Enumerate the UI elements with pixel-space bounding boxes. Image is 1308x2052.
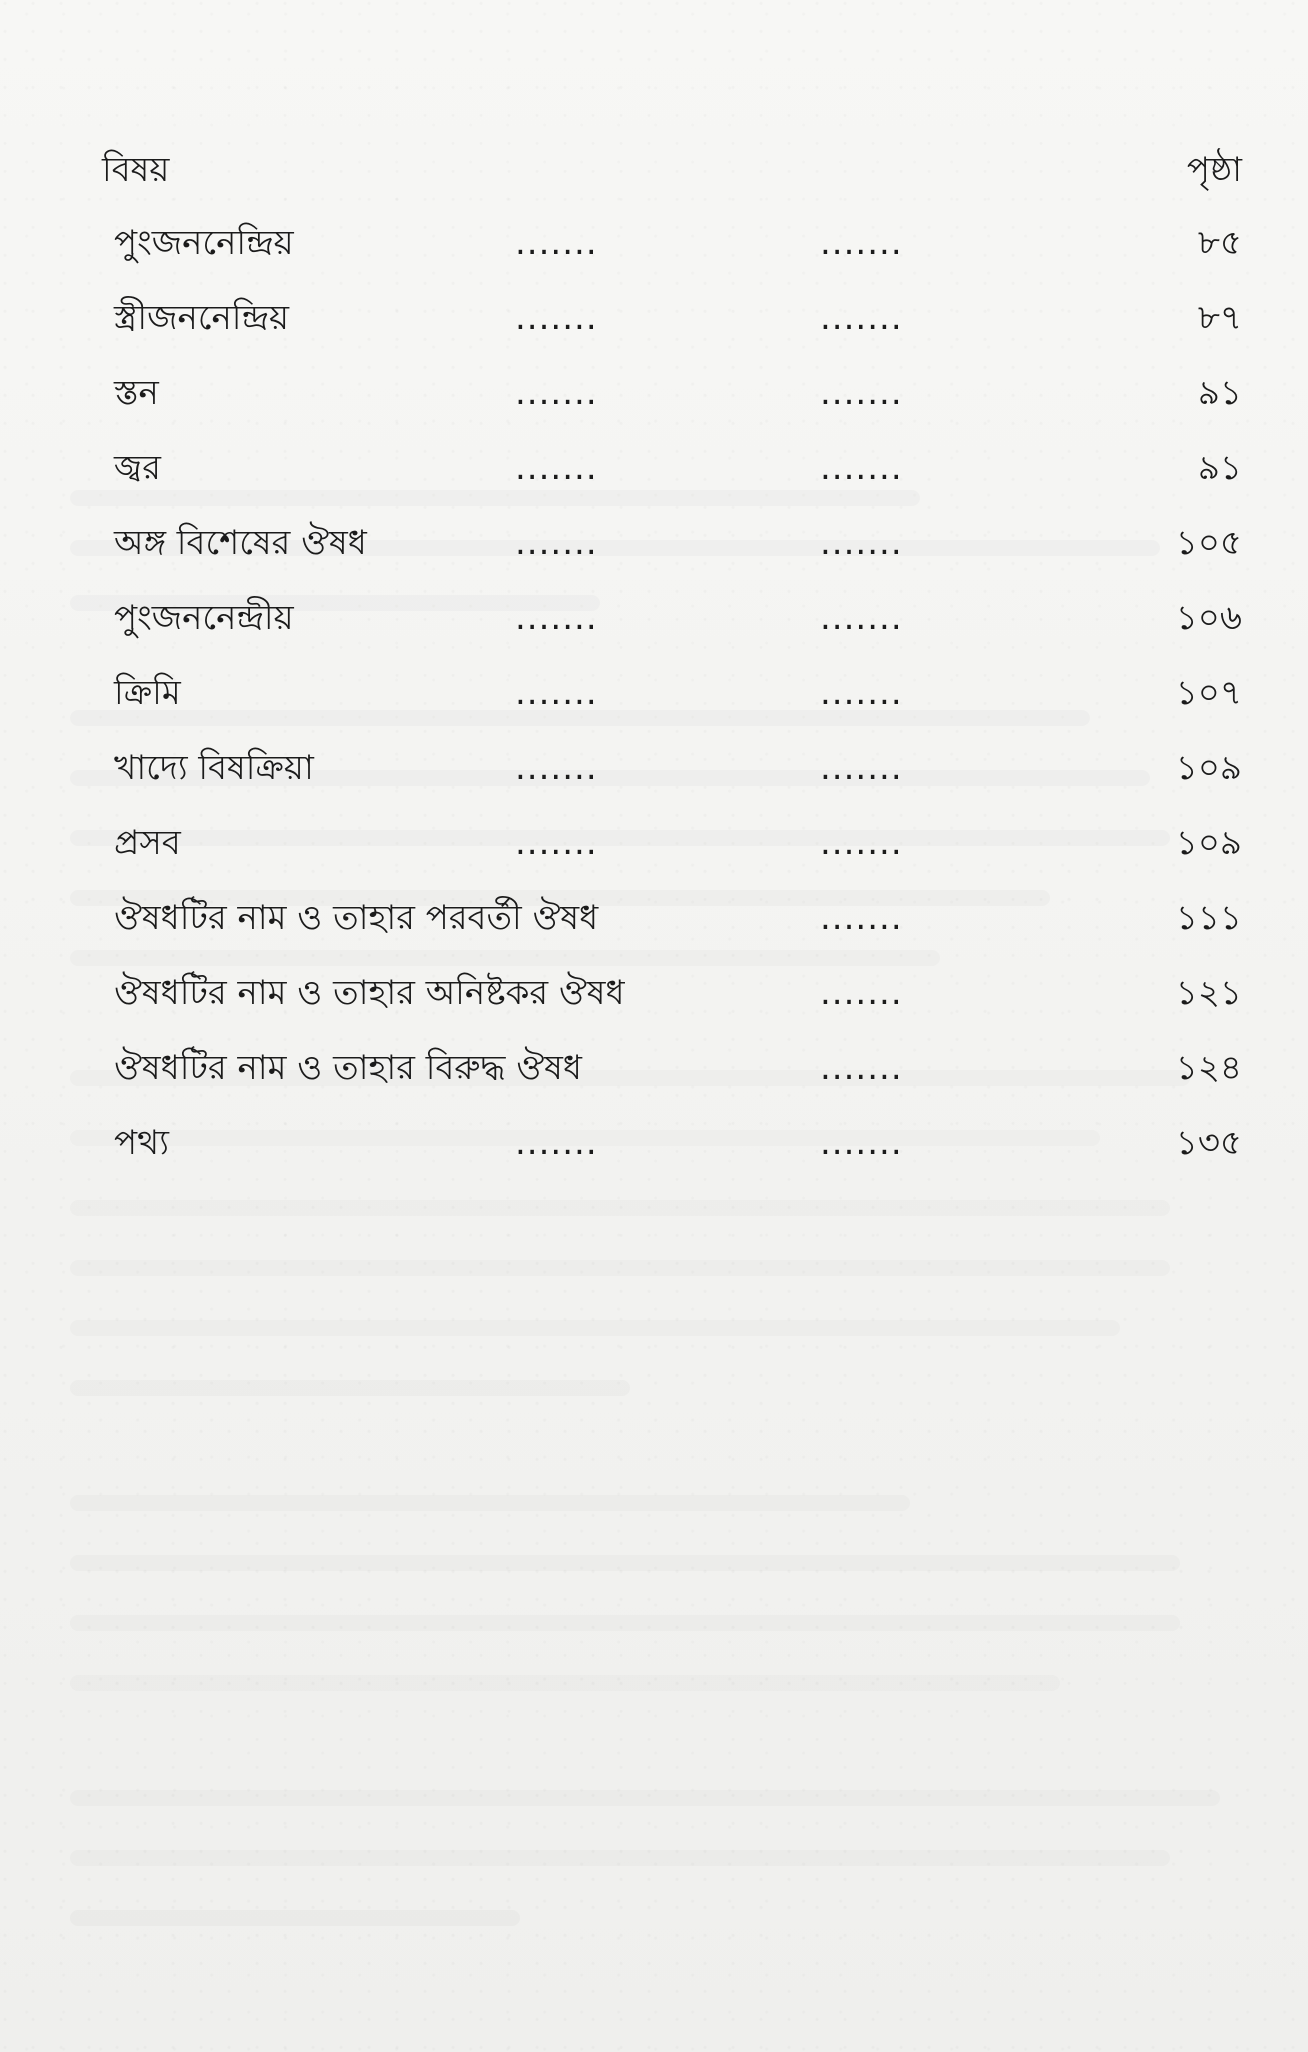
toc-row (102, 206, 1242, 281)
toc-entry-title: খাদ্যে বিষক্রিয়া (114, 748, 314, 788)
show-through-line (70, 1910, 520, 1926)
toc-leader-dots: ....... (515, 448, 598, 488)
show-through-line (70, 1495, 910, 1511)
show-through-line (70, 1850, 1170, 1866)
toc-leader-dots: ....... (820, 598, 903, 638)
toc-row (102, 656, 1242, 731)
show-through-line (70, 1675, 1060, 1691)
toc-page-number: ১১১ (1175, 898, 1242, 938)
toc-row (102, 581, 1242, 656)
toc-leader-dots: ....... (515, 523, 598, 563)
toc-entry-title: প্রসব (114, 823, 181, 863)
toc-row (102, 806, 1242, 881)
toc-leader-dots: ....... (820, 223, 903, 263)
toc-entry-title: পুংজননেন্দ্রীয় (114, 598, 294, 638)
toc-entry-title: ঔষধটির নাম ও তাহার বিরুদ্ধ ঔষধ (114, 1048, 582, 1088)
toc-page-number: ১০৯ (1175, 823, 1242, 863)
toc-page-number: ১০৯ (1175, 748, 1242, 788)
toc-leader-dots: ....... (820, 373, 903, 413)
toc-page-number: ৯১ (1197, 448, 1242, 488)
toc-page-number: ১০৬ (1175, 598, 1242, 638)
toc-row (102, 1031, 1242, 1106)
toc-leader-dots: ....... (515, 673, 598, 713)
show-through-line (70, 1615, 1180, 1631)
toc-row (102, 881, 1242, 956)
toc-leader-dots: ....... (515, 823, 598, 863)
toc-leader-dots: ....... (820, 298, 903, 338)
toc-leader-dots: ....... (515, 748, 598, 788)
toc-leader-dots: ....... (820, 898, 903, 938)
toc-row (102, 281, 1242, 356)
toc-row (102, 731, 1242, 806)
show-through-line (70, 1200, 1170, 1216)
toc-leader-dots: ....... (820, 748, 903, 788)
toc-header (102, 138, 1242, 202)
page-heading: পৃষ্ঠা (1186, 150, 1242, 190)
toc-page-number: ১০৫ (1175, 523, 1242, 563)
toc-leader-dots: ....... (515, 373, 598, 413)
toc-page-number: ১০৭ (1175, 673, 1242, 713)
toc-entry-title: ঔষধটির নাম ও তাহার অনিষ্টকর ঔষধ (114, 973, 625, 1013)
toc-leader-dots: ....... (820, 823, 903, 863)
toc-page-number: ১৩৫ (1175, 1123, 1242, 1163)
toc-row (102, 431, 1242, 506)
toc-entry-title: স্ত্রীজননেন্দ্রিয় (114, 298, 290, 338)
toc-page-number: ৮৫ (1197, 223, 1242, 263)
toc-page-number: ১২৪ (1175, 1048, 1242, 1088)
toc-leader-dots: ....... (515, 298, 598, 338)
toc-leader-dots: ....... (820, 673, 903, 713)
toc-entry-title: ঔষধটির নাম ও তাহার পরবর্তী ঔষধ (114, 898, 599, 938)
show-through-line (70, 1260, 1170, 1276)
show-through-line (70, 1380, 630, 1396)
toc-leader-dots: ....... (820, 448, 903, 488)
table-of-contents (102, 138, 1242, 1181)
toc-leader-dots: ....... (515, 598, 598, 638)
toc-entry-title: অঙ্গ বিশেষের ঔষধ (114, 523, 367, 563)
toc-row (102, 506, 1242, 581)
toc-entry-title: পুংজননেন্দ্রিয় (114, 223, 294, 263)
toc-page-number: ৮৭ (1197, 298, 1242, 338)
show-through-line (70, 1555, 1180, 1571)
toc-entry-title: স্তন (114, 373, 159, 413)
toc-leader-dots: ....... (515, 223, 598, 263)
toc-row (102, 956, 1242, 1031)
toc-leader-dots: ....... (820, 973, 903, 1013)
toc-leader-dots: ....... (820, 1123, 903, 1163)
toc-leader-dots: ....... (515, 1123, 598, 1163)
toc-page-number: ১২১ (1175, 973, 1242, 1013)
show-through-line (70, 1320, 1120, 1336)
show-through-line (70, 1790, 1220, 1806)
toc-page-number: ৯১ (1197, 373, 1242, 413)
toc-entry-title: জ্বর (114, 448, 161, 488)
toc-entry-title: ক্রিমি (114, 673, 181, 713)
subject-heading: বিষয় (102, 150, 170, 190)
toc-leader-dots: ....... (820, 523, 903, 563)
toc-row (102, 1106, 1242, 1181)
toc-leader-dots: ....... (820, 1048, 903, 1088)
toc-row (102, 356, 1242, 431)
toc-entry-title: পথ্য (114, 1123, 169, 1163)
